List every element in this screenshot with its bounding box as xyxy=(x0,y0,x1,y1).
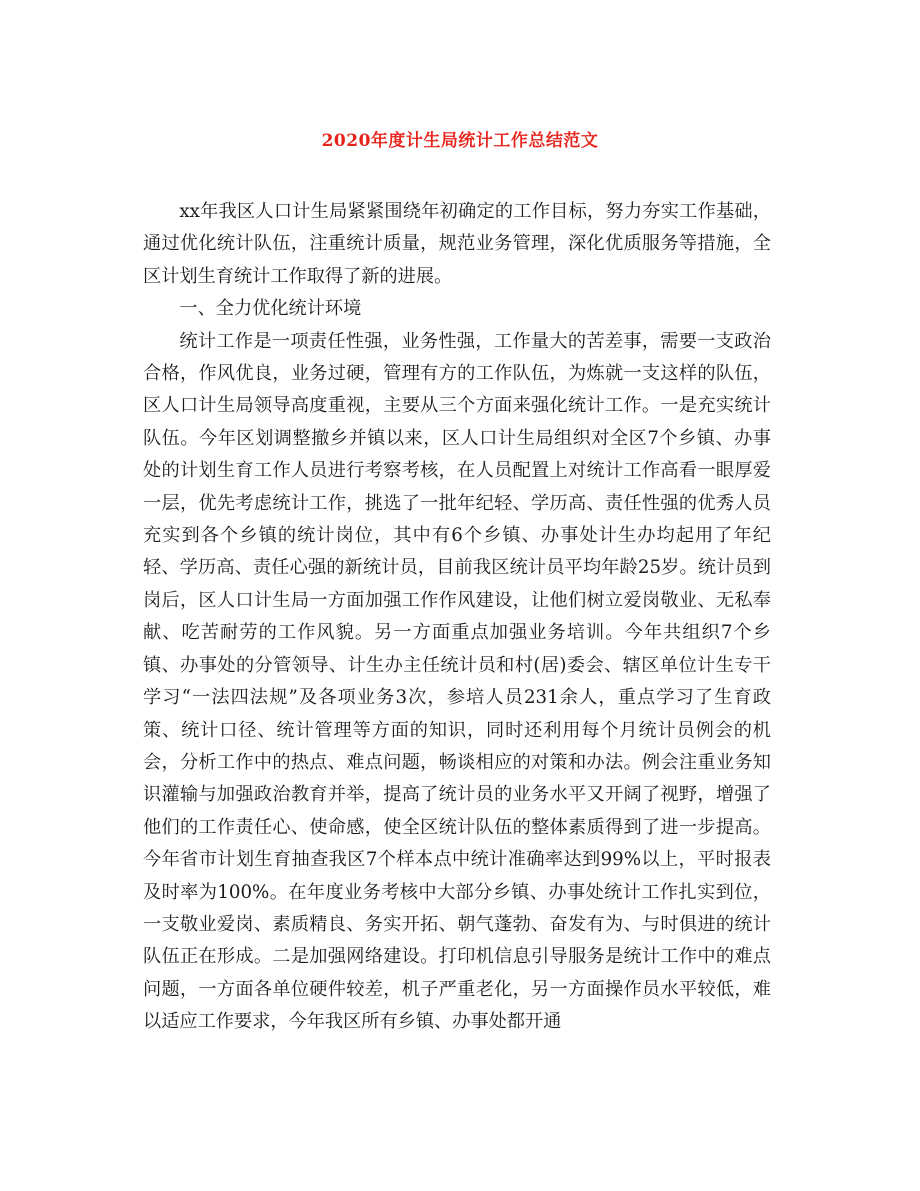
section-heading-1: 一、全力优化统计环境 xyxy=(179,298,362,320)
document-title: 2020年度计生局统计工作总结范文 xyxy=(321,131,599,151)
paragraph-section-1: 统计工作是一项责任性强，业务性强，工作量大的苦差事，需要一支政治合格，作风优良，业务过硬，管理有方的工作队伍，为炼就一支这样的队伍，区人口计生局领导高度重视，主要从三个方面来强化统计工作。一是充实统计队伍。今年区划调整撤乡并镇以来，区人口计生局组织对全区7个乡镇、办事处的计划生育工作人员进行考察考核，在人员配置上对统计工作高看一眼厚爱一层，优先考虑统计工作，挑选了一批年纪轻、学历高、责任性强的优秀人员充实到各个乡镇的统计岗位，其中有6个乡镇、办事处计生办均起用了年纪轻、学历高、责任心强的新统计员，目前我区统计员平均年龄25岁。统计员到岗后，区人口计生局一方面加强工作作风建设，让他们树立爱岗敬业、无私奉献、吃苦耐劳的工作风貌。另一方面重点加强业务培训。今年共组织7个乡镇、办事处的分管领导、计生办主任统计员和村(居)委会、辖区单位计生专干学习“一法四法规”及各项业务3次，参培人员231余人，重点学习了生育政策、统计口径、统计管理等方面的知识，同时还利用每个月统计员例会的机会，分析工作中的热点、难点问题，畅谈相应的对策和办法。例会注重业务知识灌输与加强政治教育并举，提高了统计员的业务水平又开阔了视野，增强了他们的工作责任心、使命感，使全区统计队伍的整体素质得到了进一步提高。今年省市计划生育抽查我区7个样本点中统计准确率达到99%以上，平时报表及时率为100%。在年度业务考核中大部分乡镇、办事处统计工作扎实到位，一支敬业爱岗、素质精良、务实开拓、朝气蓬勃、奋发有为、与时俱进的统计队伍正在形成。二是加强网络建设。打印机信息引导服务是统计工作中的难点问题，一方面各单位硬件较差，机子严重老化，另一方面操作员水平较低，难以适应工作要求，今年我区所有乡镇、办事处都开通 xyxy=(143,330,771,1033)
document-body xyxy=(143,196,771,1039)
paragraph-intro: xx年我区人口计生局紧紧围绕年初确定的工作目标，努力夯实工作基础，通过优化统计队伍，注重统计质量，规范业务管理，深化优质服务等措施，全区计划生育统计工作取得了新的进展。 xyxy=(143,201,771,287)
